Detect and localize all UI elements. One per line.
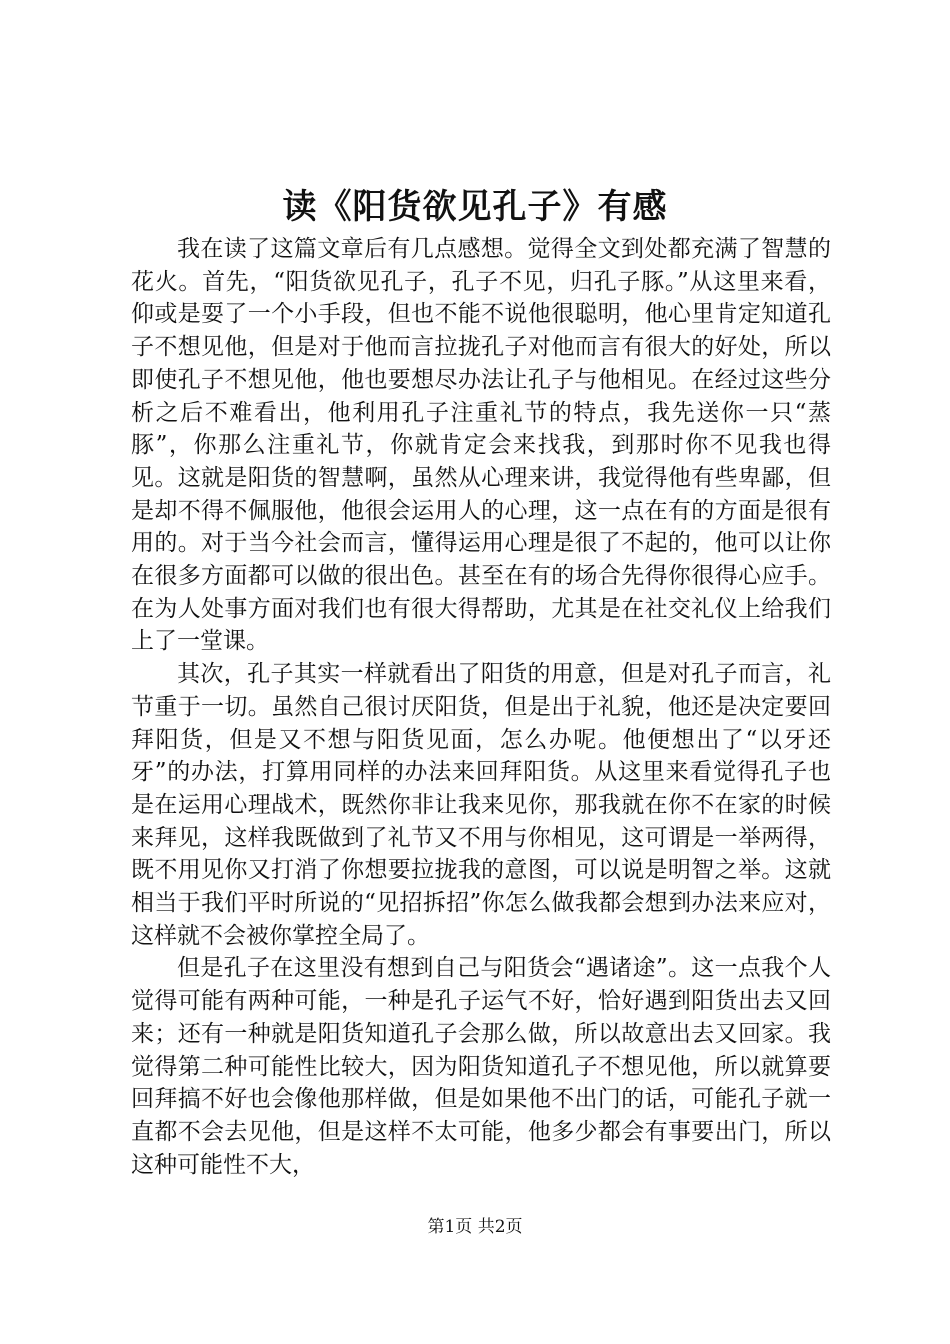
paragraph-1: 我在读了这篇文章后有几点感想。觉得全文到处都充满了智慧的花火。首先，“阳货欲见孔子，孔子不见，归孔子豚。”从这里来看，仰或是耍了一个小手段，但也不能不说他很聪明，他心里肯定知道孔子不想见他，但是对于他而言拉拢孔子对他而言有很大的好处，所以即使孔子不想见他，他也要想尽办法让孔子与他相见。在经过这些分析之后不难看出，他利用孔子注重礼节的特点，我先送你一只“蒸豚”，你那么注重礼节，你就肯定会来找我，到那时你不见我也得见。这就是阳货的智慧啊，虽然从心理来讲，我觉得他有些卑鄙，但是却不得不佩服他，他很会运用人的心理，这一点在有的方面是很有用的。对于当今社会而言，懂得运用心理是很了不起的，他可以让你在很多方面都可以做的很出色。甚至在有的场合先得你很得心应手。在为人处事方面对我们也有很大得帮助，尤其是在社交礼仪上给我们上了一堂课。 [131,236,831,655]
paragraph-2: 其次，孔子其实一样就看出了阳货的用意，但是对孔子而言，礼节重于一切。虽然自己很讨厌阳货，但是出于礼貌，他还是决定要回拜阳货，但是又不想与阳货见面，怎么办呢。他便想出了“以牙还牙”的办法，打算用同样的办法来回拜阳货。从这里来看觉得孔子也是在运用心理战术，既然你非让我来见你，那我就在你不在家的时候来拜见，这样我既做到了礼节又不用与你相见，这可谓是一举两得，既不用见你又打消了你想要拉拢我的意图，可以说是明智之举。这就相当于我们平时所说的“见招拆招”你怎么做我都会想到办法来应对，这样就不会被你掌控全局了。 [131,661,831,949]
document-body [131,233,831,1181]
paragraph-3: 但是孔子在这里没有想到自己与阳货会“遇诸途”。这一点我个人觉得可能有两种可能，一种是孔子运气不好，恰好遇到阳货出去又回来；还有一种就是阳货知道孔子会那么做，所以故意出去又回家。我觉得第二种可能性比较大，因为阳货知道孔子不想见他，所以就算要回拜搞不好也会像他那样做，但是如果他不出门的话，可能孔子就一直都不会去见他，但是这样不太可能，他多少都会有事要出门，所以这种可能性不大， [131,955,831,1178]
page-footer: 第1页 共2页 [427,1217,523,1237]
document-title: 读《阳货欲见孔子》有感 [282,187,668,227]
